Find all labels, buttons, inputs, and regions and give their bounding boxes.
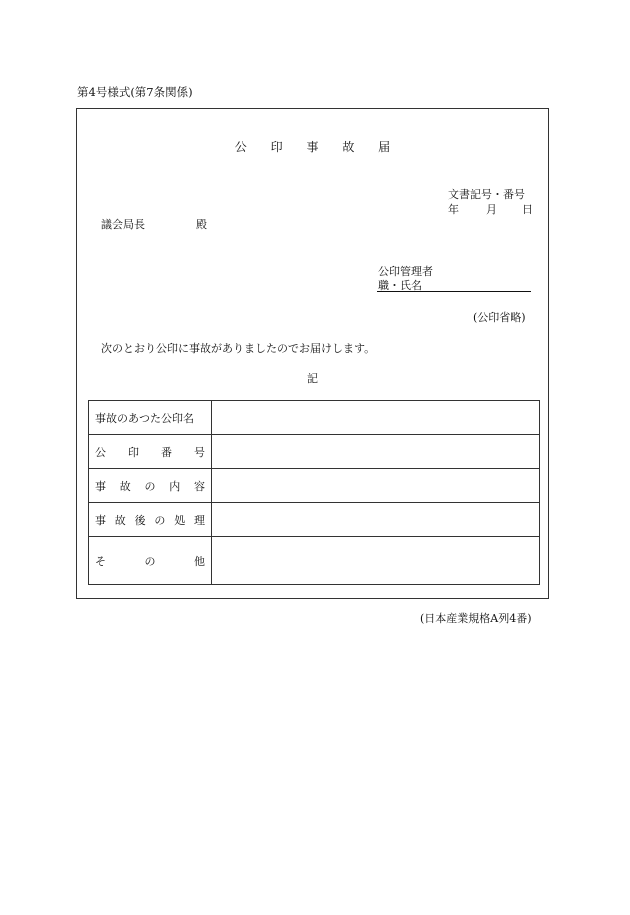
other-value[interactable]: [212, 537, 540, 585]
ki-heading: 記: [307, 372, 318, 385]
row-label-post-incident-handling: [89, 503, 212, 537]
label-char: 公: [95, 445, 106, 459]
row-label-seal-name: [89, 401, 212, 435]
seal-omitted-note: (公印省略): [473, 311, 526, 324]
date-day-label: 日: [522, 203, 533, 216]
label-char: 印: [128, 445, 139, 459]
title-char: 印: [270, 140, 283, 154]
post-incident-handling-value[interactable]: [212, 503, 540, 537]
paper-size-note: (日本産業規格A列4番): [420, 612, 532, 625]
label-char: の: [144, 554, 156, 568]
label-text: 事故のあつた公印名: [95, 411, 194, 425]
seal-manager-label: 公印管理者: [378, 265, 433, 278]
date-month-label: 月: [486, 203, 497, 216]
seal-number-value[interactable]: [212, 435, 540, 469]
row-label-seal-number: [89, 435, 212, 469]
label-char: 故: [119, 479, 131, 493]
title-char: 事: [306, 140, 319, 154]
label-char: 故: [114, 513, 126, 527]
date-year-label: 年: [448, 203, 459, 216]
title-char: 故: [342, 140, 355, 154]
table-row: [89, 469, 540, 503]
label-char: 事: [95, 479, 106, 493]
detail-table: [88, 400, 540, 585]
form-title: [76, 138, 549, 155]
table-row: [89, 435, 540, 469]
title-char: 公: [234, 140, 247, 154]
row-label-incident-details: [89, 469, 212, 503]
label-char: の: [144, 479, 156, 493]
label-char: 他: [194, 554, 205, 568]
addressee-honorific: 殿: [196, 218, 207, 231]
label-char: 容: [194, 479, 205, 493]
label-char: 号: [194, 445, 205, 459]
label-char: 理: [193, 513, 205, 527]
seal-name-value[interactable]: [212, 401, 540, 435]
label-char: 番: [161, 445, 172, 459]
incident-details-value[interactable]: [212, 469, 540, 503]
label-char: の: [154, 513, 166, 527]
row-label-other: [89, 537, 212, 585]
table-row: [89, 503, 540, 537]
table-row: [89, 401, 540, 435]
label-char: 後: [134, 513, 146, 527]
title-char: 届: [378, 140, 391, 154]
label-char: 事: [95, 513, 106, 527]
document-number-label: 文書記号・番号: [448, 188, 525, 201]
label-char: そ: [95, 554, 106, 568]
addressee: 議会局長: [101, 218, 145, 231]
table-row: [89, 537, 540, 585]
label-char: 内: [169, 479, 181, 493]
label-char: 処: [174, 513, 186, 527]
form-number: 第4号様式(第7条関係): [77, 85, 193, 99]
body-text: 次のとおり公印に事故がありましたのでお届けします。: [101, 342, 376, 355]
manager-name-label: 職・氏名: [378, 279, 422, 292]
